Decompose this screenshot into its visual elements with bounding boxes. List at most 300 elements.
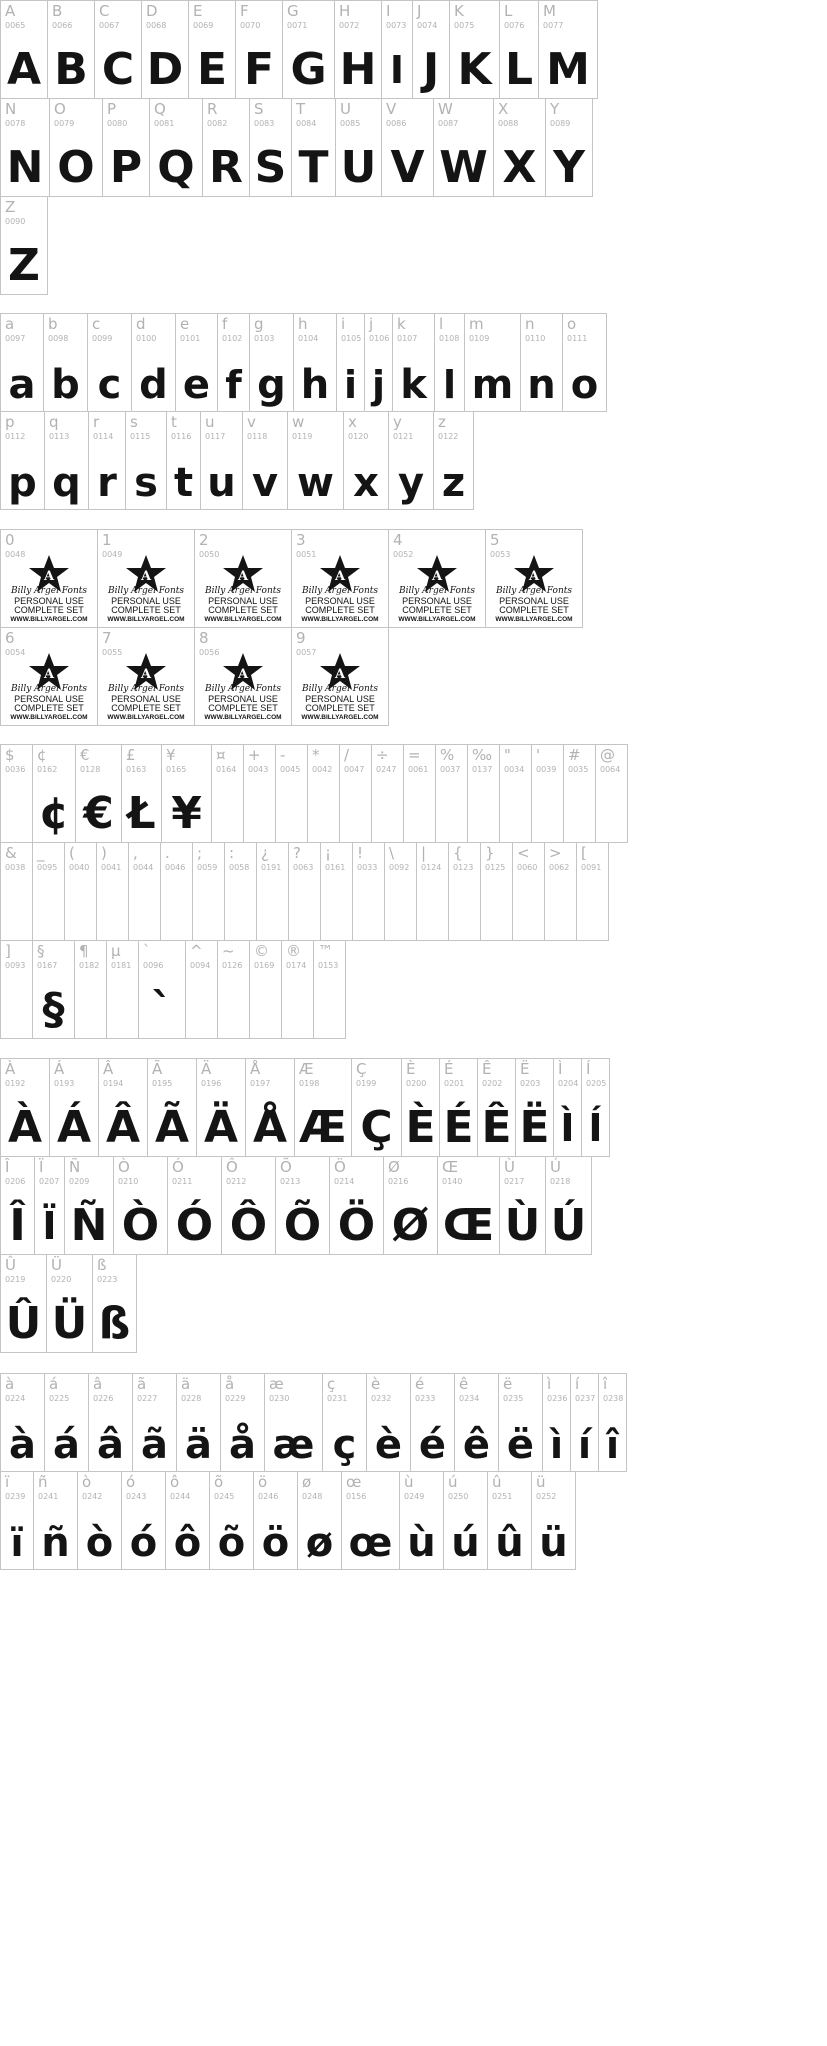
glyph-cell	[313, 940, 346, 1039]
glyph-preview: î	[605, 1423, 620, 1467]
glyph-cell	[92, 1254, 137, 1353]
glyph-cell-digit	[485, 529, 583, 628]
glyph-character-label: e	[180, 315, 190, 333]
glyph-cell	[443, 1471, 488, 1570]
glyph-character-label: ^	[190, 942, 203, 960]
glyph-preview: Ù	[504, 1200, 541, 1251]
glyph-character-label: Y	[550, 100, 560, 118]
glyph-cell-digit	[97, 627, 195, 726]
glyph-code-label: 0182	[79, 961, 100, 970]
glyph-preview: ñ	[41, 1520, 70, 1566]
glyph-preview: i	[343, 363, 358, 407]
glyph-preview: ø	[305, 1520, 334, 1566]
glyph-cell	[200, 411, 243, 510]
glyph-preview: ü	[539, 1520, 568, 1566]
glyph-code-label: 0074	[417, 21, 438, 30]
glyph-code-label: 0087	[438, 119, 459, 128]
glyph-code-label: 0191	[261, 863, 282, 872]
glyph-character-label: ‰	[472, 746, 493, 764]
personal-use-badge	[7, 652, 91, 722]
glyph-preview: q	[52, 460, 81, 506]
glyph-cell	[264, 1373, 323, 1472]
personal-use-text: PERSONAL USE	[499, 596, 569, 606]
glyph-character-label: ä	[181, 1375, 191, 1393]
glyph-cell	[352, 842, 385, 941]
glyph-cell	[493, 98, 546, 197]
glyph-cell	[175, 313, 218, 412]
glyph-code-label: 0049	[102, 550, 123, 559]
glyph-character-label: 4	[393, 531, 403, 549]
glyph-code-label: 0140	[442, 1177, 463, 1186]
glyph-cell	[275, 744, 308, 843]
glyph-code-label: 0217	[504, 1177, 525, 1186]
glyph-character-label: E	[193, 2, 203, 20]
glyph-cell	[202, 98, 250, 197]
glyph-preview: á	[53, 1422, 80, 1468]
glyph-code-label: 0122	[438, 432, 459, 441]
glyph-preview: r	[97, 460, 117, 506]
glyph-preview: Ú	[550, 1200, 587, 1251]
glyph-character-label: ã	[137, 1375, 147, 1393]
glyph-code-label: 0035	[568, 765, 589, 774]
glyph-code-label: 0042	[312, 765, 333, 774]
glyph-preview: A	[6, 44, 42, 95]
glyph-cell	[531, 744, 564, 843]
glyph-character-label: /	[344, 746, 350, 764]
glyph-preview: ô	[173, 1520, 202, 1566]
glyph-preview: V	[390, 142, 425, 193]
glyph-code-label: 0094	[190, 961, 211, 970]
glyph-character-label: ÷	[376, 746, 389, 764]
glyph-code-label: 0236	[547, 1394, 568, 1403]
glyph-preview: Ã	[154, 1102, 190, 1153]
glyph-character-label: €	[80, 746, 90, 764]
glyph-code-label: 0249	[404, 1492, 425, 1501]
glyph-preview: Õ	[283, 1200, 322, 1251]
glyph-character-label: Ü	[51, 1256, 62, 1274]
brand-script: Billy Argel Fonts	[107, 586, 185, 596]
glyph-code-label: 0068	[146, 21, 167, 30]
glyph-preview: E	[196, 44, 228, 95]
glyph-character-label: l	[439, 315, 444, 333]
glyph-code-label: 0234	[459, 1394, 480, 1403]
glyph-character-label: \	[389, 844, 395, 862]
glyph-character-label: S	[254, 100, 264, 118]
glyph-code-label: 0046	[165, 863, 186, 872]
glyph-code-label: 0227	[137, 1394, 158, 1403]
personal-use-text: PERSONAL USE	[111, 596, 181, 606]
personal-use-badge	[104, 554, 188, 624]
complete-set-text: COMPLETE SET	[208, 605, 278, 615]
glyph-preview: ï	[10, 1521, 24, 1565]
glyph-code-label: 0233	[415, 1394, 436, 1403]
glyph-preview: Œ	[442, 1200, 495, 1251]
glyph-cell	[165, 1471, 210, 1570]
glyph-preview: I	[389, 48, 405, 92]
glyph-cell	[542, 1373, 571, 1472]
glyph-code-label: 0057	[296, 648, 317, 657]
glyph-preview: í	[577, 1423, 592, 1467]
glyph-character-label: !	[357, 844, 364, 862]
glyph-code-label: 0114	[93, 432, 114, 441]
badge-letter: A	[237, 667, 249, 682]
glyph-code-label: 0117	[205, 432, 226, 441]
glyph-cell	[291, 98, 336, 197]
glyph-character-label: b	[48, 315, 58, 333]
glyph-cell	[243, 744, 276, 843]
glyph-code-label: 0238	[603, 1394, 624, 1403]
glyph-preview: œ	[348, 1520, 393, 1566]
glyph-cell	[131, 313, 176, 412]
brand-script: Billy Argel Fonts	[301, 586, 379, 596]
glyph-cell	[88, 1373, 133, 1472]
complete-set-text: COMPLETE SET	[305, 703, 375, 713]
glyph-code-label: 0219	[5, 1275, 26, 1284]
glyph-cell	[249, 98, 292, 197]
glyph-character-label: W	[438, 100, 453, 118]
glyph-cell	[520, 313, 563, 412]
glyph-preview: J	[422, 44, 440, 95]
glyph-preview: Á	[56, 1102, 92, 1153]
complete-set-text: COMPLETE SET	[111, 703, 181, 713]
glyph-code-label: 0108	[439, 334, 460, 343]
glyph-character-label: t	[171, 413, 177, 431]
glyph-code-label: 0050	[199, 550, 220, 559]
glyph-code-label: 0162	[37, 765, 58, 774]
glyph-character-label: ]	[5, 942, 11, 960]
glyph-character-label: 1	[102, 531, 112, 549]
glyph-character-label: Â	[103, 1060, 114, 1078]
glyph-code-label: 0163	[126, 765, 147, 774]
glyph-preview: Â	[105, 1102, 141, 1153]
glyph-cell	[371, 744, 404, 843]
glyph-preview: n	[527, 362, 556, 408]
personal-use-text: PERSONAL USE	[402, 596, 472, 606]
glyph-code-label: 0121	[393, 432, 414, 441]
glyph-code-label: 0056	[199, 648, 220, 657]
glyph-code-label: 0225	[49, 1394, 70, 1403]
glyph-character-label: u	[205, 413, 215, 431]
glyph-cell	[275, 1156, 330, 1255]
brand-script: Billy Argel Fonts	[301, 684, 379, 694]
glyph-code-label: 0226	[93, 1394, 114, 1403]
brand-script: Billy Argel Fonts	[107, 684, 185, 694]
glyph-preview: x	[353, 460, 379, 506]
glyph-code-label: 0153	[318, 961, 339, 970]
glyph-preview: L	[504, 44, 534, 95]
glyph-code-label: 0109	[469, 334, 490, 343]
glyph-cell	[121, 1471, 166, 1570]
glyph-preview: a	[8, 362, 36, 408]
glyph-preview: k	[400, 362, 427, 408]
glyph-cell	[416, 842, 449, 941]
glyph-character-label: ö	[258, 1473, 268, 1491]
glyph-cell	[297, 1471, 342, 1570]
glyph-character-label: s	[130, 413, 138, 431]
badge-letter: A	[528, 569, 540, 584]
glyph-cell	[49, 98, 103, 197]
glyph-code-label: 0223	[97, 1275, 118, 1284]
glyph-character-label: ü	[536, 1473, 546, 1491]
glyph-preview: H	[339, 44, 377, 95]
glyph-code-label: 0126	[222, 961, 243, 970]
glyph-code-label: 0040	[69, 863, 90, 872]
brand-script: Billy Argel Fonts	[398, 586, 476, 596]
website-text: WWW.BILLYARGEL.COM	[204, 616, 282, 623]
glyph-cell	[160, 842, 193, 941]
glyph-code-label: 0054	[5, 648, 26, 657]
glyph-preview: ì	[549, 1423, 564, 1467]
glyph-preview: ë	[506, 1422, 535, 1468]
glyph-preview: ß	[98, 1298, 131, 1349]
glyph-character-label: n	[525, 315, 535, 333]
glyph-code-label: 0084	[296, 119, 317, 128]
glyph-character-label: ß	[97, 1256, 107, 1274]
glyph-character-label: 3	[296, 531, 306, 549]
glyph-code-label: 0192	[5, 1079, 26, 1088]
glyph-character-label: <	[517, 844, 530, 862]
glyph-character-label: Ñ	[69, 1158, 81, 1176]
glyph-character-label: i	[341, 315, 346, 333]
glyph-character-label: `	[143, 942, 151, 960]
glyph-character-label: j	[369, 315, 374, 333]
glyph-preview: Ç	[360, 1102, 393, 1153]
glyph-cell	[401, 1058, 440, 1157]
glyph-character-label: Ã	[152, 1060, 163, 1078]
glyph-code-label: 0103	[254, 334, 275, 343]
glyph-code-label: 0164	[216, 765, 237, 774]
glyph-code-label: 0169	[254, 961, 275, 970]
glyph-cell	[281, 940, 314, 1039]
glyph-code-label: 0107	[397, 334, 418, 343]
glyph-character-label: Ú	[550, 1158, 561, 1176]
glyph-preview: z	[441, 460, 466, 506]
glyph-character-label: È	[406, 1060, 416, 1078]
glyph-character-label: _	[37, 844, 45, 862]
glyph-character-label: Ù	[504, 1158, 515, 1176]
glyph-preview: X	[502, 142, 537, 193]
website-text: WWW.BILLYARGEL.COM	[107, 616, 185, 623]
glyph-character-label: x	[348, 413, 357, 431]
glyph-cell	[288, 842, 321, 941]
glyph-character-label: V	[386, 100, 397, 118]
glyph-code-label: 0053	[490, 550, 511, 559]
glyph-character-label: X	[498, 100, 509, 118]
glyph-preview: c	[97, 362, 122, 408]
glyph-cell	[147, 1058, 197, 1157]
glyph-cell	[499, 744, 532, 843]
glyph-character-label: Q	[154, 100, 166, 118]
glyph-preview: g	[257, 362, 286, 408]
complete-set-text: COMPLETE SET	[499, 605, 569, 615]
glyph-code-label: 0066	[52, 21, 73, 30]
glyph-character-label: {	[453, 844, 463, 862]
glyph-character-label: T	[296, 100, 306, 118]
glyph-cell	[412, 0, 450, 99]
glyph-code-label: 0228	[181, 1394, 202, 1403]
glyph-preview: ä	[185, 1422, 212, 1468]
glyph-cell	[498, 1373, 543, 1472]
glyph-cell	[467, 744, 500, 843]
glyph-cell	[96, 842, 129, 941]
glyph-preview: ã	[141, 1422, 168, 1468]
glyph-code-label: 0193	[54, 1079, 75, 1088]
glyph-character-label: Á	[54, 1060, 65, 1078]
personal-use-text: PERSONAL USE	[305, 596, 375, 606]
glyph-cell	[87, 313, 132, 412]
website-text: WWW.BILLYARGEL.COM	[10, 714, 88, 721]
website-text: WWW.BILLYARGEL.COM	[204, 714, 282, 721]
glyph-cell-digit	[97, 529, 195, 628]
glyph-cell	[477, 1058, 516, 1157]
personal-use-badge	[201, 554, 285, 624]
glyph-code-label: 0052	[393, 550, 414, 559]
website-text: WWW.BILLYARGEL.COM	[10, 616, 88, 623]
glyph-character-label: Ï	[39, 1158, 44, 1176]
glyph-cell	[545, 1156, 592, 1255]
glyph-preview: ö	[261, 1520, 290, 1566]
glyph-code-label: 0214	[334, 1177, 355, 1186]
glyph-character-label: ¡	[325, 844, 332, 862]
glyph-cell	[0, 842, 33, 941]
glyph-character-label: z	[438, 413, 446, 431]
glyph-preview: e	[182, 362, 211, 408]
glyph-cell	[221, 1156, 276, 1255]
glyph-cell	[166, 411, 201, 510]
glyph-character-label: .	[165, 844, 170, 862]
glyph-character-label: Œ	[442, 1158, 459, 1176]
glyph-preview: K	[457, 44, 492, 95]
glyph-character-label: (	[69, 844, 75, 862]
personal-use-text: PERSONAL USE	[208, 596, 278, 606]
glyph-cell	[0, 313, 44, 412]
glyph-cell	[433, 98, 494, 197]
glyph-cell	[341, 1471, 400, 1570]
glyph-code-label: 0251	[492, 1492, 513, 1501]
glyph-cell	[245, 1058, 295, 1157]
glyph-character-label: É	[444, 1060, 454, 1078]
glyph-cell	[249, 313, 294, 412]
glyph-code-label: 0100	[136, 334, 157, 343]
glyph-preview: Q	[157, 142, 195, 193]
glyph-character-label: §	[37, 942, 45, 960]
complete-set-text: COMPLETE SET	[14, 703, 84, 713]
personal-use-text: PERSONAL USE	[14, 694, 84, 704]
glyph-cell	[64, 842, 97, 941]
glyph-cell	[480, 842, 513, 941]
glyph-cell-digit	[194, 627, 292, 726]
glyph-cell	[211, 744, 244, 843]
glyph-character-label: é	[415, 1375, 425, 1393]
glyph-code-label: 0111	[567, 334, 588, 343]
glyph-preview: o	[570, 362, 599, 408]
glyph-character-label: d	[136, 315, 146, 333]
glyph-character-label: G	[287, 2, 299, 20]
glyph-character-label: Ç	[356, 1060, 367, 1078]
glyph-cell	[381, 98, 434, 197]
glyph-code-label: 0229	[225, 1394, 246, 1403]
glyph-cell	[307, 744, 340, 843]
complete-set-text: COMPLETE SET	[14, 605, 84, 615]
glyph-code-label: 0090	[5, 217, 26, 226]
glyph-character-label: î	[603, 1375, 608, 1393]
glyph-cell	[188, 0, 236, 99]
glyph-character-label: r	[93, 413, 100, 431]
glyph-cell	[0, 98, 50, 197]
glyph-code-label: 0091	[581, 863, 602, 872]
glyph-code-label: 0203	[520, 1079, 541, 1088]
glyph-cell	[141, 0, 189, 99]
glyph-code-label: 0206	[5, 1177, 26, 1186]
glyph-character-label: ~	[222, 942, 235, 960]
glyph-cell	[329, 1156, 384, 1255]
glyph-code-label: 0101	[180, 334, 201, 343]
glyph-code-label: 0212	[226, 1177, 247, 1186]
glyph-character-label: Ö	[334, 1158, 346, 1176]
glyph-cell	[249, 940, 282, 1039]
personal-use-badge	[104, 652, 188, 722]
glyph-code-label: 0245	[214, 1492, 235, 1501]
glyph-character-label: v	[247, 413, 256, 431]
glyph-code-label: 0044	[133, 863, 154, 872]
glyph-code-label: 0110	[525, 334, 546, 343]
glyph-code-label: 0181	[111, 961, 132, 970]
glyph-code-label: 0247	[376, 765, 397, 774]
glyph-code-label: 0098	[48, 334, 69, 343]
glyph-code-label: 0207	[39, 1177, 60, 1186]
glyph-character-label: ô	[170, 1473, 180, 1491]
glyph-code-label: 0082	[207, 119, 228, 128]
glyph-code-label: 0235	[503, 1394, 524, 1403]
glyph-character-label: 9	[296, 629, 306, 647]
glyph-code-label: 0112	[5, 432, 26, 441]
glyph-character-label: Ä	[201, 1060, 212, 1078]
glyph-character-label: f	[222, 315, 228, 333]
brand-script: Billy Argel Fonts	[495, 586, 573, 596]
glyph-preview: C	[101, 44, 135, 95]
website-text: WWW.BILLYARGEL.COM	[107, 714, 185, 721]
glyph-preview: å	[229, 1422, 256, 1468]
glyph-cell	[553, 1058, 582, 1157]
badge-letter: A	[431, 569, 443, 584]
glyph-code-label: 0059	[197, 863, 218, 872]
glyph-cell-digit	[291, 529, 389, 628]
glyph-character-label: æ	[269, 1375, 284, 1393]
glyph-cell	[339, 744, 372, 843]
glyph-cell	[383, 1156, 438, 1255]
glyph-code-label: 0077	[543, 21, 564, 30]
glyph-character-label: ñ	[38, 1473, 48, 1491]
glyph-code-label: 0079	[54, 119, 75, 128]
glyph-preview: P	[109, 142, 143, 193]
badge-letter: A	[334, 569, 346, 584]
glyph-character-label: ê	[459, 1375, 469, 1393]
glyph-preview: É	[443, 1102, 474, 1153]
brand-script: Billy Argel Fonts	[10, 586, 88, 596]
glyph-code-label: 0069	[193, 21, 214, 30]
website-text: WWW.BILLYARGEL.COM	[301, 616, 379, 623]
glyph-code-label: 0099	[92, 334, 113, 343]
glyph-cell	[570, 1373, 599, 1472]
glyph-code-label: 0230	[269, 1394, 290, 1403]
glyph-cell	[0, 744, 33, 843]
glyph-preview: R	[209, 142, 243, 193]
glyph-cell	[343, 411, 389, 510]
glyph-preview: u	[207, 460, 236, 506]
glyph-preview: j	[371, 363, 386, 407]
glyph-character-label: £	[126, 746, 136, 764]
glyph-code-label: 0064	[600, 765, 621, 774]
